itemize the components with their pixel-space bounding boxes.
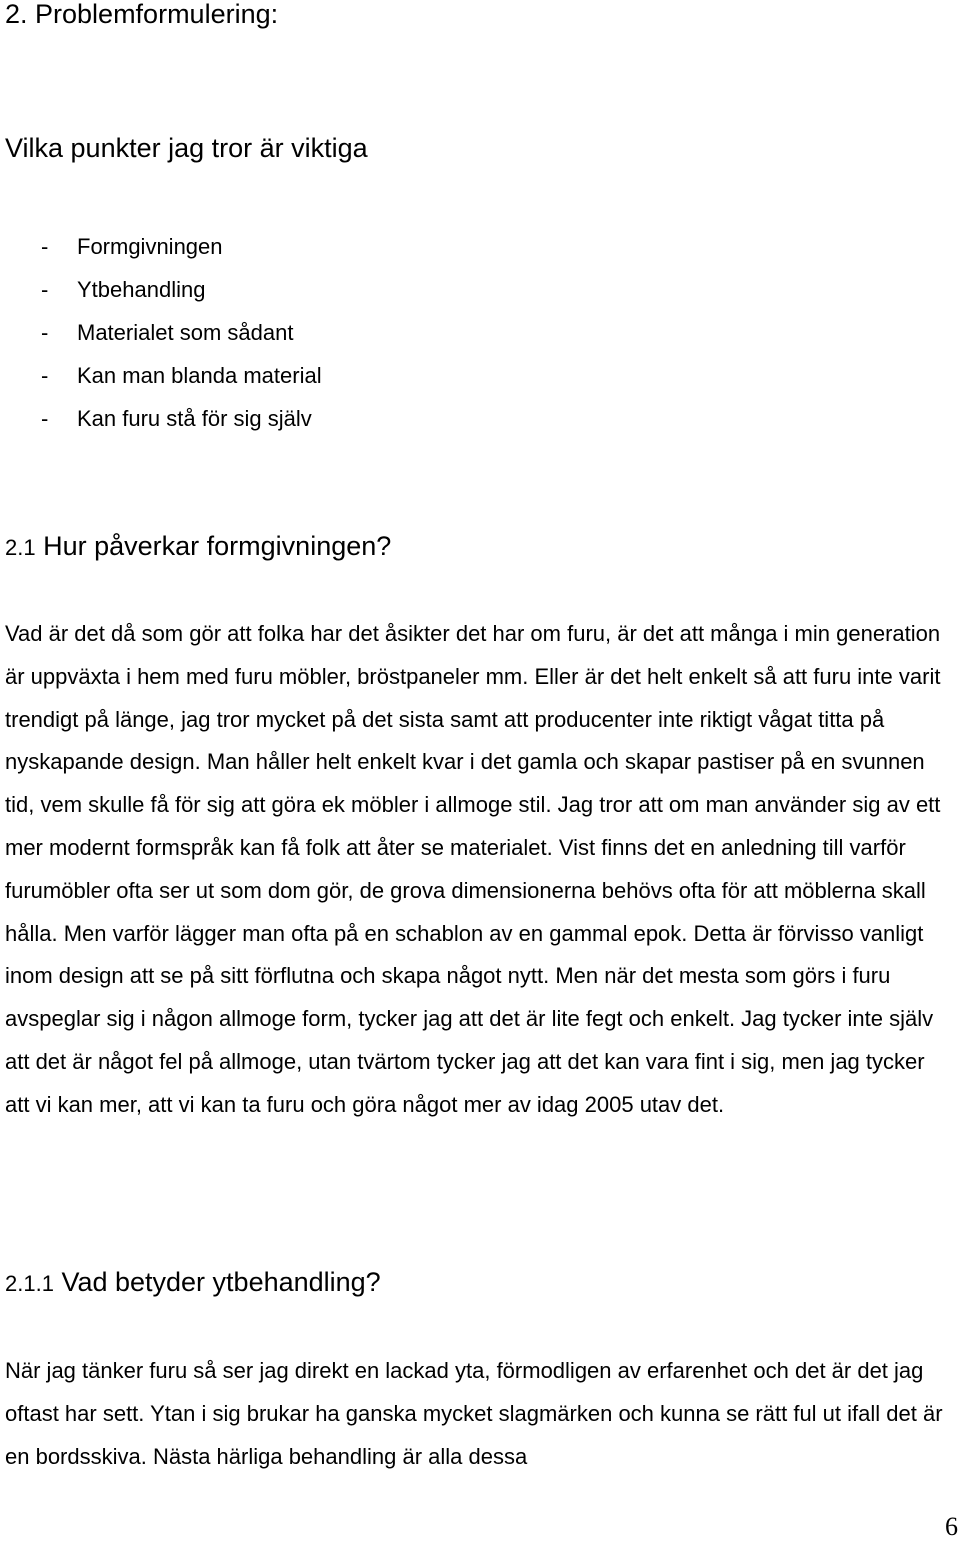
subsection-title: Vad betyder ytbehandling?: [61, 1267, 381, 1297]
list-item-text: Formgivningen: [77, 234, 223, 259]
list-item: [5, 268, 322, 311]
list-item: [5, 225, 322, 268]
body-paragraph: När jag tänker furu så ser jag direkt en lackad yta, förmodligen av erfarenhet och det är det jag oftast har sett. Ytan i sig brukar ha ganska mycket slagmärken och kunna se rätt ful ut ifall det är en bordsskiva. Nästa härliga behandling är alla dessa: [5, 1358, 943, 1469]
list-item-text: Kan furu stå för sig själv: [77, 406, 312, 431]
section-number: 2.1: [5, 535, 36, 560]
bullet-marker: -: [41, 234, 49, 259]
list-item: [5, 354, 322, 397]
page-number: 6: [945, 1512, 958, 1541]
bullet-list: [5, 225, 322, 440]
section-title: Hur påverkar formgivningen?: [43, 531, 392, 561]
bullet-marker: -: [41, 320, 49, 345]
body-paragraph: Vad är det då som gör att folka har det åsikter det har om furu, är det att många i min generation är uppväxta i hem med furu möbler, bröstpaneler mm. Eller är det helt enkelt så att furu inte varit trendigt på länge, jag tror mycket på det sista samt att producenter inte riktigt vågat titta på nyskapande design. Man håller helt enkelt kvar i det gamla och skapar pastiser på en svunnen tid, vem skulle få för sig att göra ek möbler i allmoge stil. Jag tror att om man använder sig av ett mer modernt formspråk kan få folk att åter se materialet. Vist finns det en anledning till varför furumöbler ofta ser ut som dom gör, de grova dimensionerna behövs ofta för att möblerna skall hålla. Men varför lägger man ofta på en schablon av en gammal epok. Detta är förvisso vanligt inom design att se på sitt förflutna och skapa något nytt. Men när det mesta som görs i furu avspeglar sig i någon allmoge form, tycker jag att det är lite fegt och enkelt. Jag tycker inte själv att det är något fel på allmoge, utan tvärtom tycker jag att det kan vara fint i sig, men jag tycker att vi kan mer, att vi kan ta furu och göra något mer av idag 2005 utav det.: [5, 621, 941, 1117]
chapter-heading: 2. Problemformulering:: [5, 0, 279, 29]
list-item-text: Kan man blanda material: [77, 363, 322, 388]
subsection-number: 2.1.1: [5, 1271, 54, 1296]
list-item-text: Ytbehandling: [77, 277, 206, 302]
bullet-marker: -: [41, 406, 49, 431]
list-item-text: Materialet som sådant: [77, 320, 294, 345]
subsection-heading: [5, 1262, 381, 1304]
bullet-marker: -: [41, 363, 49, 388]
subtitle: Vilka punkter jag tror är viktiga: [5, 133, 368, 163]
list-item: [5, 397, 322, 440]
bullet-marker: -: [41, 277, 49, 302]
section-heading: [5, 526, 391, 568]
list-item: [5, 311, 322, 354]
